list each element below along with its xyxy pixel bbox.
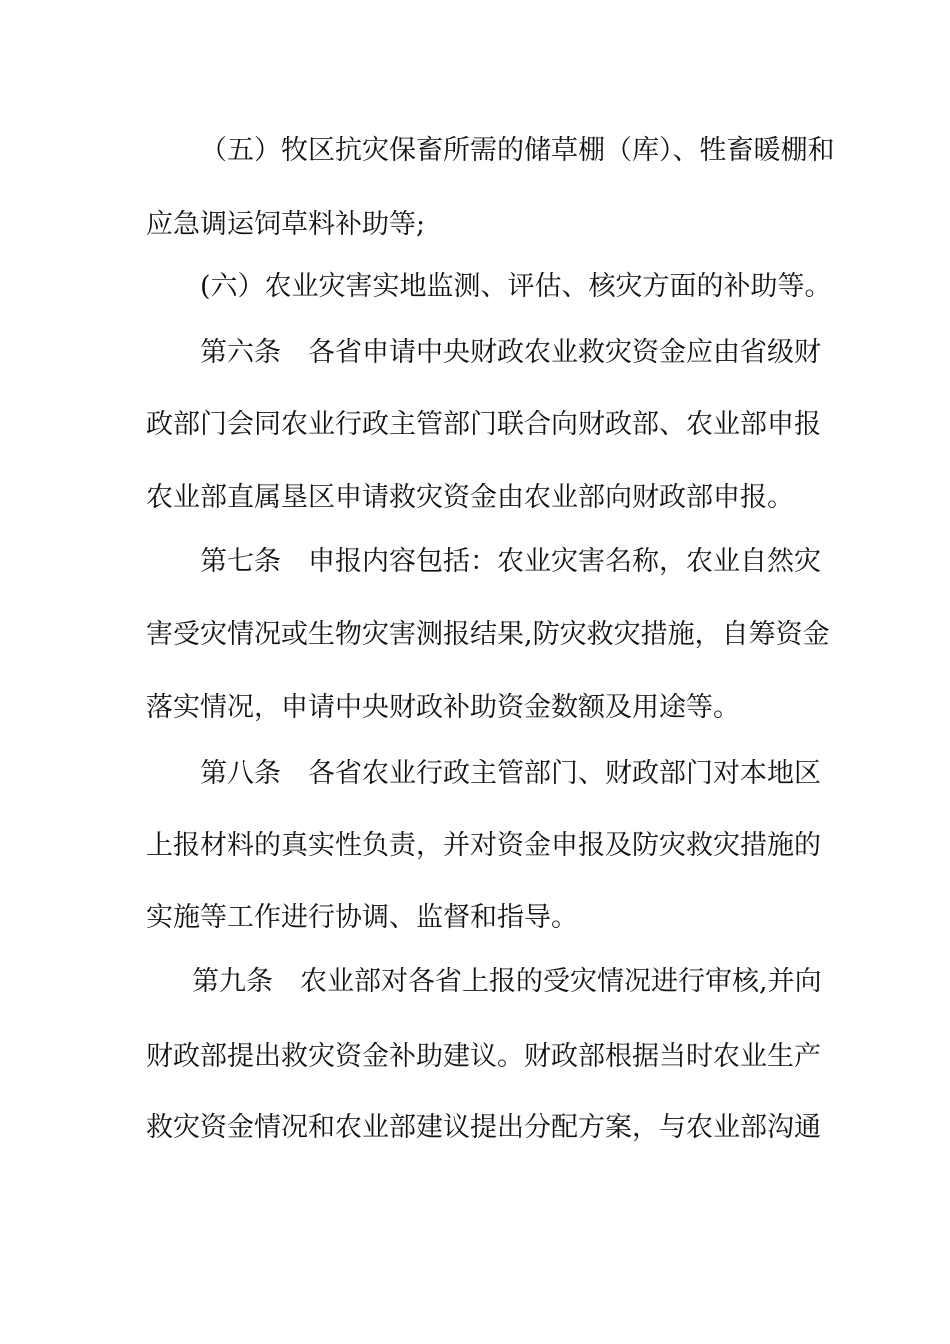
text-line: 第八条 各省农业行政主管部门、财政部门对本地区 <box>200 758 821 789</box>
text-line: 上报材料的真实性负责，并对资金申报及防灾救灾措施的 <box>146 830 821 861</box>
text-line: 救灾资金情况和农业部建议提出分配方案，与农业部沟通 <box>146 1112 821 1143</box>
text-line: 农业部直属垦区申请救灾资金由农业部向财政部申报。 <box>146 482 794 513</box>
text-line: 第九条 农业部对各省上报的受灾情况进行审核,并向 <box>192 966 822 997</box>
text-line: （五）牧区抗灾保畜所需的储草棚（库）、牲畜暖棚和 <box>200 135 835 166</box>
text-line: 落实情况，申请中央财政补助资金数额及用途等。 <box>146 692 740 723</box>
text-line: 害受灾情况或生物灾害测报结果,防灾救灾措施，自筹资金 <box>146 619 830 650</box>
text-line: 应急调运饲草料补助等; <box>146 209 426 240</box>
text-line: 实施等工作进行协调、监督和指导。 <box>146 902 578 933</box>
text-line: 财政部提出救灾资金补助建议。财政部根据当时农业生产 <box>146 1041 821 1072</box>
text-line: 第六条 各省申请中央财政农业救灾资金应由省级财 <box>200 337 821 368</box>
text-line: (六）农业灾害实地监测、评估、核灾方面的补助等。 <box>200 271 832 302</box>
text-line: 政部门会同农业行政主管部门联合向财政部、农业部申报 <box>146 409 821 440</box>
text-line: 第七条 申报内容包括：农业灾害名称，农业自然灾 <box>200 546 821 577</box>
